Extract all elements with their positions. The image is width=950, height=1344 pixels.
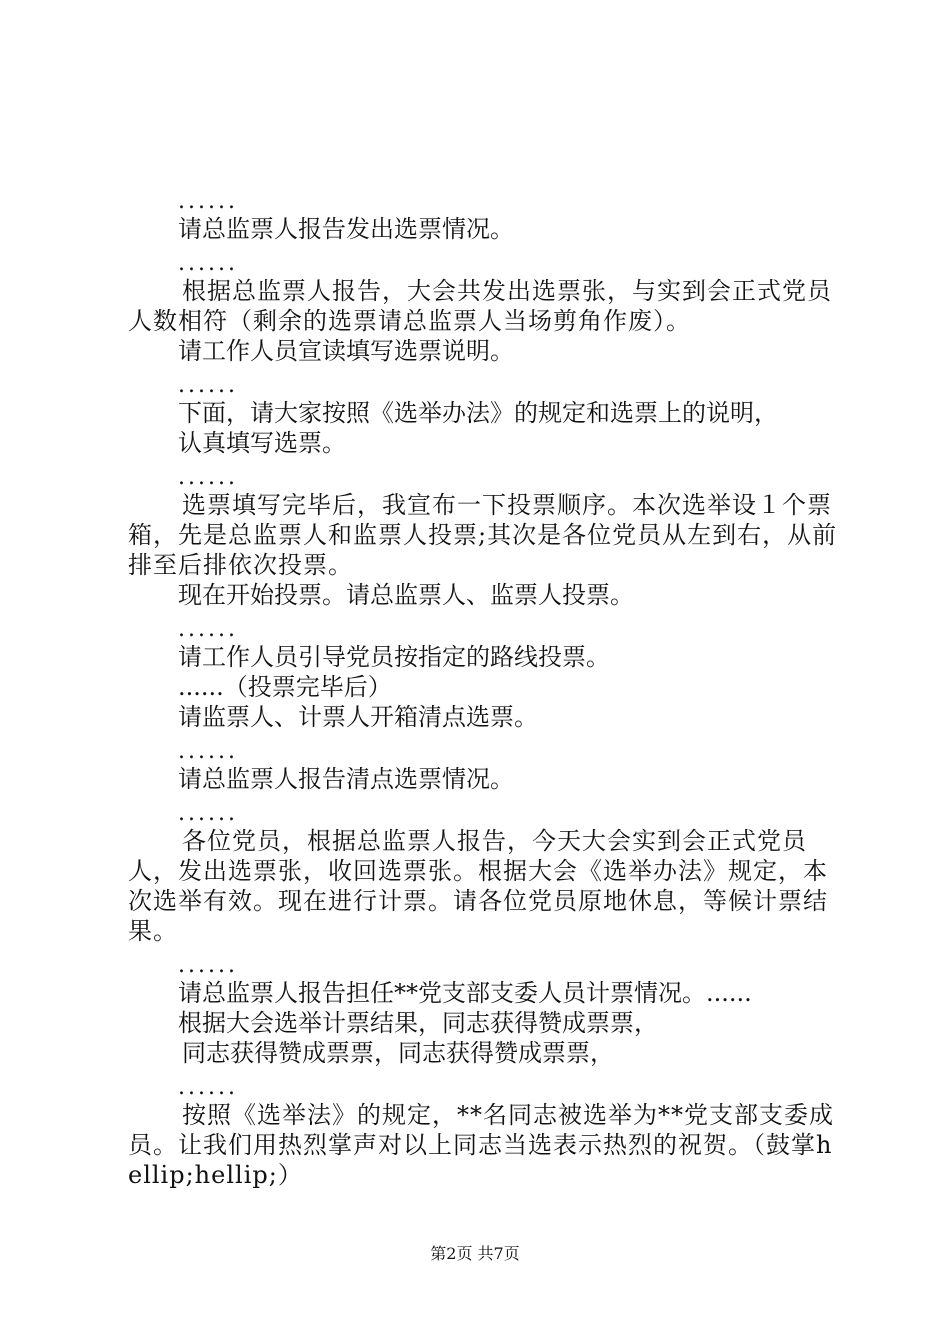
paragraph: 请监票人、计票人开箱清点选票。 [178,703,538,731]
ellipsis-line: ...... [178,465,238,490]
paragraph: 根据总监票人报告，大会共发出选票张，与实到会正式党员人数相符（剩余的选票请总监票人当场剪角作废）。 [128,277,832,335]
paragraph: 请工作人员宣读填写选票说明。 [178,337,514,365]
paragraph: 请工作人员引导党员按指定的路线投票。 [178,643,610,671]
paragraph: 下面，请大家按照《选举办法》的规定和选票上的说明， [178,399,778,427]
paragraph: 现在开始投票。请总监票人、监票人投票。 [178,581,634,609]
ellipsis-line: ...... [178,1075,238,1100]
ellipsis-line: ...... [178,189,238,214]
page-footer: 第2页 共7页 [430,1244,520,1263]
paragraph: ......（投票完毕后） [178,673,392,701]
ellipsis-line: ...... [178,801,238,826]
ellipsis-line: ...... [178,617,238,642]
paragraph: 请总监票人报告发出选票情况。 [178,215,514,243]
paragraph: 按照《选举法》的规定，**名同志被选举为**党支部支委成员。让我们用热烈掌声对以上同志当选表示热烈的祝贺。（鼓掌hellip;hellip;） [128,1101,834,1189]
paragraph: 各位党员，根据总监票人报告，今天大会实到会正式党员人，发出选票张，收回选票张。根据大会《选举办法》规定，本次选举有效。现在进行计票。请各位党员原地休息，等候计票结果。 [128,827,828,945]
paragraph: 请总监票人报告清点选票情况。 [178,765,514,793]
ellipsis-line: ...... [178,251,238,276]
ellipsis-line: ...... [178,739,238,764]
paragraph: 请总监票人报告担任**党支部支委人员计票情况。...... [178,979,752,1007]
paragraph: 认真填写选票。 [178,429,346,457]
paragraph: 同志获得赞成票票，同志获得赞成票票， [182,1039,614,1067]
paragraph: 根据大会选举计票结果，同志获得赞成票票， [178,1009,658,1037]
document-body [128,182,838,1190]
ellipsis-line: ...... [178,953,238,978]
ellipsis-line: ...... [178,373,238,398]
paragraph: 选票填写完毕后，我宣布一下投票顺序。本次选举设１个票箱，先是总监票人和监票人投票;其次是各位党员从左到右，从前排至后排依次投票。 [128,491,838,579]
